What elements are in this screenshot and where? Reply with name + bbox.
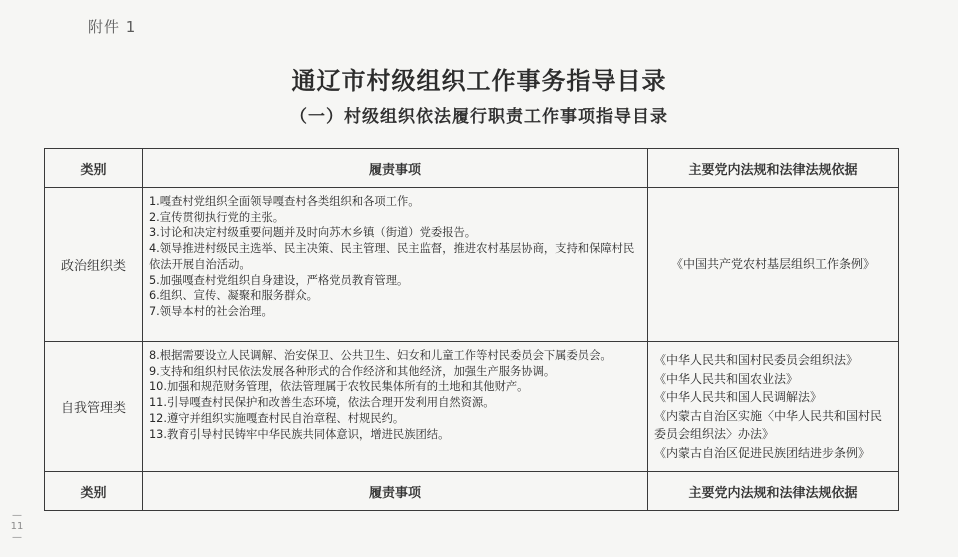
duty-item: 6.组织、宣传、凝聚和服务群众。	[149, 289, 318, 303]
document-title: 通辽市村级组织工作事务指导目录	[291, 67, 667, 95]
attachment-label: 附件 1	[88, 18, 137, 36]
table-row-self-management	[45, 342, 899, 472]
duty-item: 4.领导推进村级民主选举、民主决策、民主管理、民主监督，推进农村基层协商，支持和保障村民依法开展自治活动。	[149, 242, 635, 271]
header-duties: 履责事项	[143, 472, 648, 511]
duty-item: 11.引导嘎查村民保护和改善生态环境，依法合理开发利用自然资源。	[149, 396, 495, 410]
basis-cell	[648, 188, 899, 342]
document-subtitle: （一）村级组织依法履行职责工作事项指导目录	[290, 107, 668, 127]
header-category: 类别	[45, 472, 143, 511]
header-category: 类别	[45, 149, 143, 188]
duty-item: 7.领导本村的社会治理。	[149, 304, 273, 318]
header-basis: 主要党内法规和法律法规依据	[648, 472, 899, 511]
duty-item: 2.宣传贯彻执行党的主张。	[149, 210, 285, 224]
law-reference: 《中国共产党农村基层组织工作条例》	[670, 257, 875, 272]
table-header-row	[45, 149, 899, 188]
duties-cell	[143, 342, 648, 472]
category-cell: 自我管理类	[45, 342, 143, 472]
duties-cell	[143, 188, 648, 342]
law-reference: 《中华人民共和国农业法》	[654, 371, 799, 386]
table-row-political	[45, 188, 899, 342]
basis-cell	[648, 342, 899, 472]
header-duties: 履责事项	[143, 149, 648, 188]
duty-item: 1.嘎查村党组织全面领导嘎查村各类组织和各项工作。	[149, 195, 420, 208]
header-basis: 主要党内法规和法律法规依据	[648, 149, 899, 188]
duty-item: 12.遵守并组织实施嘎查村民自治章程、村规民约。	[149, 411, 405, 425]
page-number-mark: — 11 —	[10, 510, 24, 543]
law-reference: 《中华人民共和国人民调解法》	[654, 390, 823, 404]
duty-item: 3.讨论和决定村级重要问题并及时向苏木乡镇（街道）党委报告。	[149, 226, 477, 240]
table-header-row-repeat	[45, 472, 899, 511]
law-reference: 《内蒙古自治区促进民族团结进步条例》	[654, 445, 871, 460]
law-reference: 《中华人民共和国村民委员会组织法》	[654, 353, 859, 367]
category-cell: 政治组织类	[45, 188, 143, 342]
duty-item: 13.教育引导村民铸牢中华民族共同体意识，增进民族团结。	[149, 427, 450, 441]
law-reference: 《内蒙古自治区实施〈中华人民共和国村民委员会组织法〉办法》	[654, 408, 883, 441]
duty-item: 9.支持和组织村民依法发展各种形式的合作经济和其他经济，加强生产服务协调。	[149, 364, 556, 378]
duty-item: 5.加强嘎查村党组织自身建设，严格党员教育管理。	[149, 273, 409, 287]
duty-item: 8.根据需要设立人民调解、治安保卫、公共卫生、妇女和儿童工作等村民委员会下属委员会。	[149, 349, 612, 362]
duty-item: 10.加强和规范财务管理，依法管理属于农牧民集体所有的土地和其他财产。	[149, 380, 529, 394]
duties-table	[44, 148, 899, 511]
